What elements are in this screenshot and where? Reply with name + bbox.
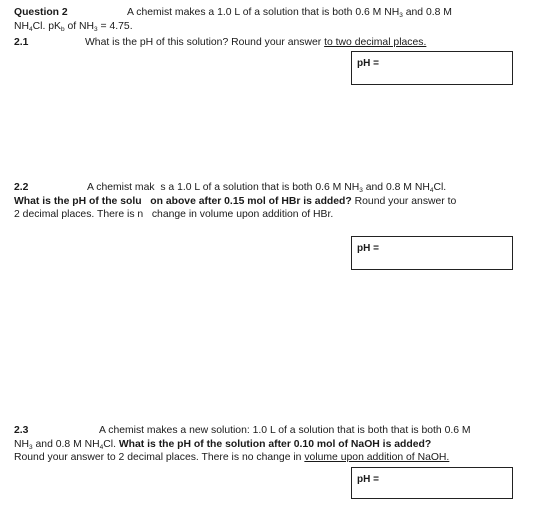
q22-answer-field[interactable] [351, 236, 513, 270]
q23-line3: Round your answer to 2 decimal places. There is no change in volume upon addition of NaOH. [14, 452, 450, 463]
q23-number: 2.3 [14, 425, 29, 436]
q22-answer-label: pH = [357, 243, 379, 254]
q21-answer-label: pH = [357, 58, 379, 69]
question-intro-line1: A chemist makes a 1.0 L of a solution that is both 0.6 M $NH_3$ and 0.8 M [127, 7, 452, 19]
q22-number: 2.2 [14, 182, 29, 193]
question-intro-line2: $NH_4Cl$. $pK_b$ of $NH_3 = 4.75$. [14, 21, 133, 33]
q22-line2: What is the pH of the solu on above after 0.15 mol of HBr is added? Round your answer to [14, 196, 457, 207]
q22-line1: A chemist mak s a 1.0 L of a solution that is both 0.6 M $NH_3$ and 0.8 M $NH_4Cl$. [87, 182, 447, 194]
q23-answer-label: pH = [357, 474, 379, 485]
q21-text: What is the pH of this solution? Round your answer to two decimal places. [85, 37, 427, 48]
q21-answer-field[interactable] [351, 51, 513, 85]
question-title: Question 2 [14, 7, 68, 18]
q23-answer-field[interactable] [351, 467, 513, 499]
q22-line3: 2 decimal places. There is n change in volume upon addition of HBr. [14, 209, 334, 220]
q23-line1: A chemist makes a new solution: 1.0 L of a solution that is both that is both 0.6 M [99, 425, 471, 436]
q23-line2: $NH_3$ and 0.8 M $NH_4Cl$. What is the pH of the solution after 0.10 mol of NaOH is added? [14, 439, 432, 451]
q21-number: 2.1 [14, 37, 29, 48]
